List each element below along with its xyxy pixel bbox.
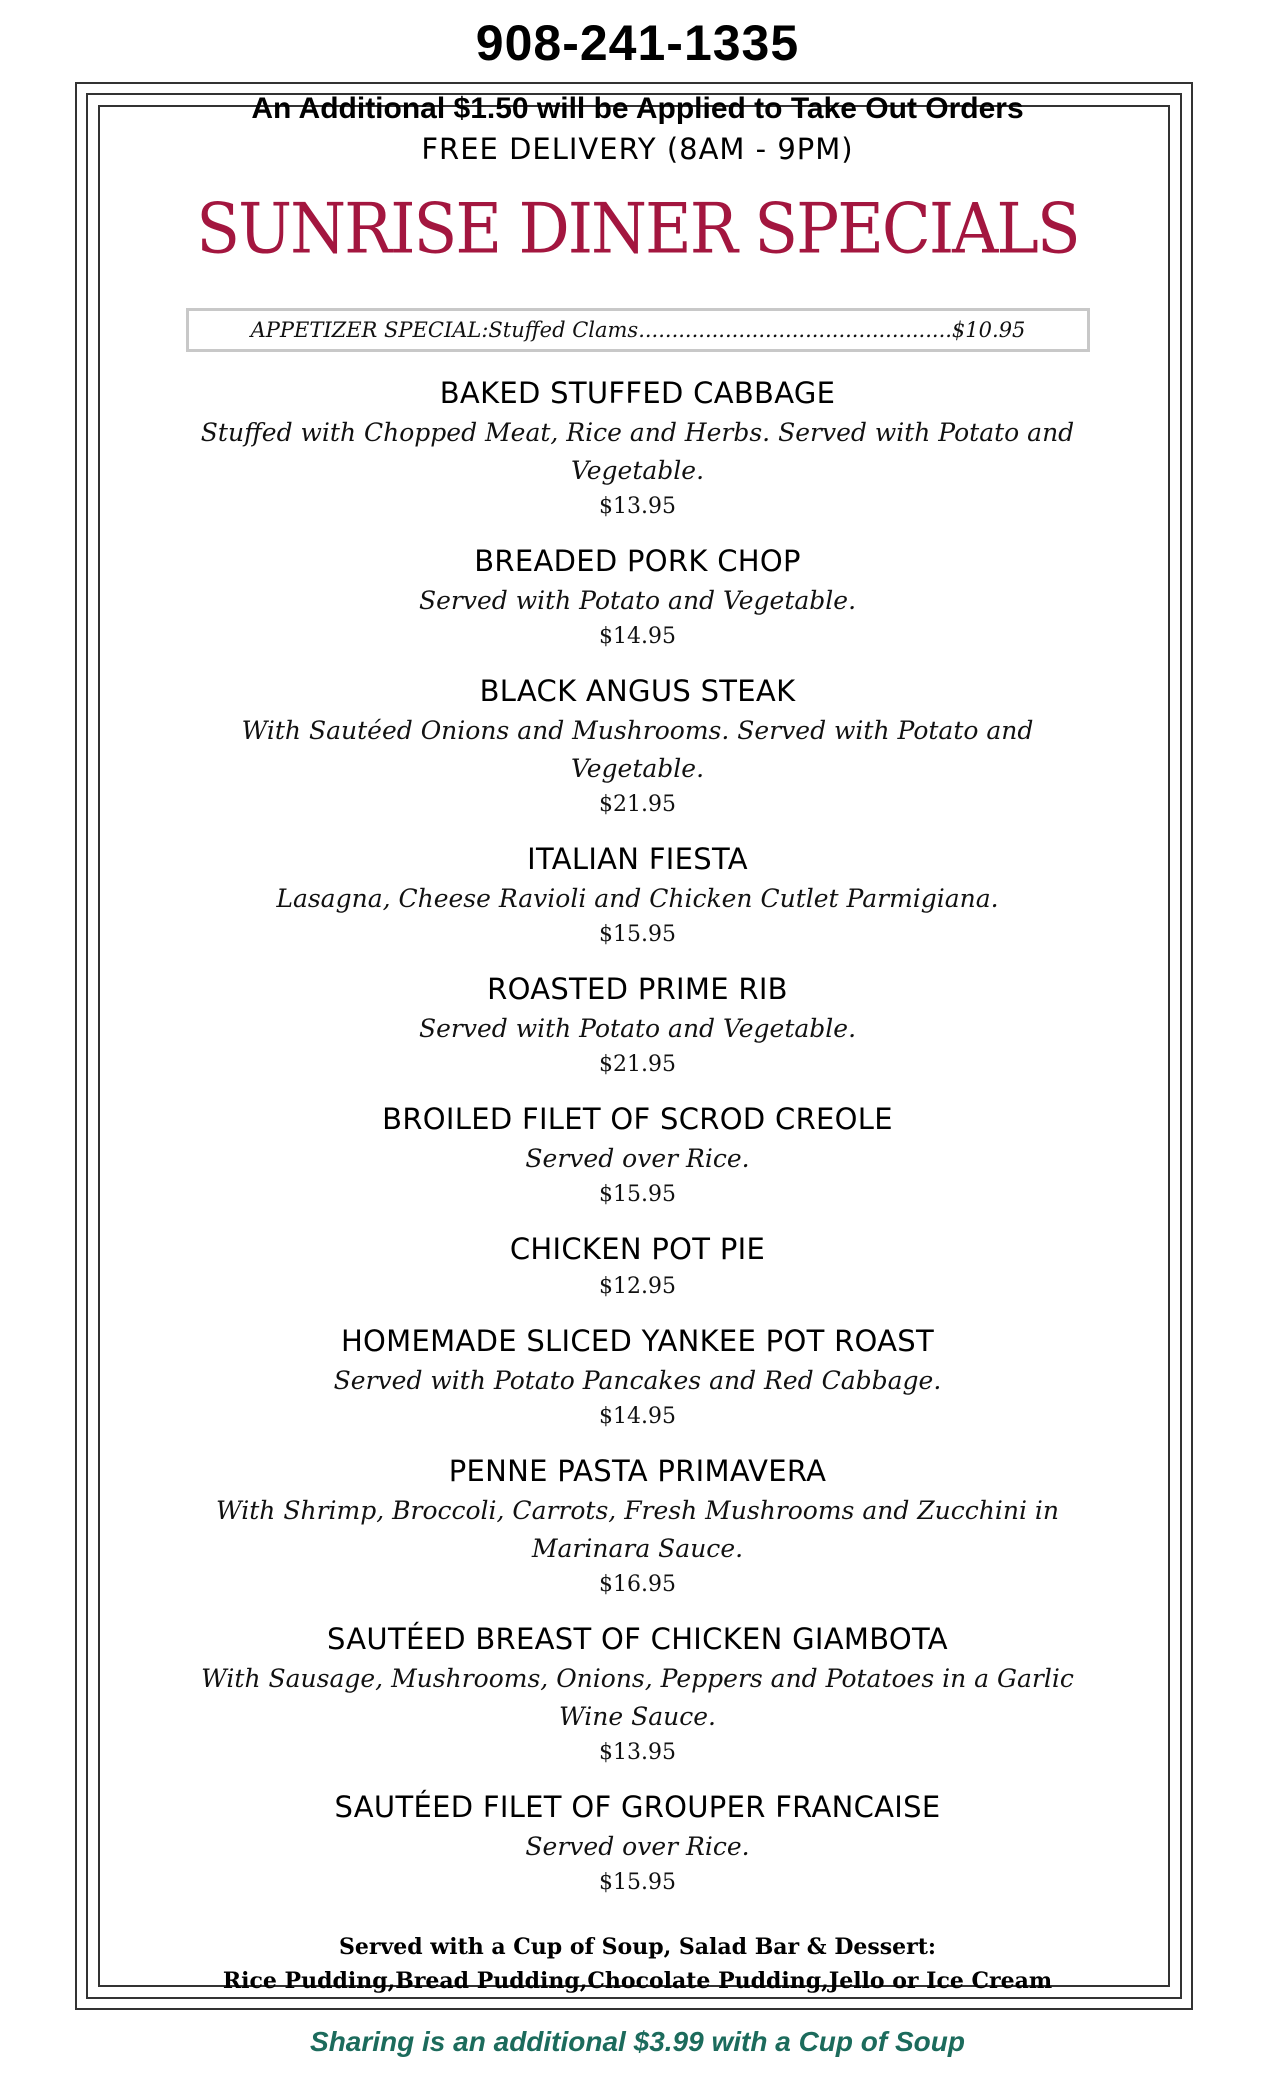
menu-item	[120, 968, 1155, 1082]
item-description: With Sautéed Onions and Mushrooms. Served with Potato and Vegetable.	[241, 716, 1034, 783]
item-price: $15.95	[599, 1870, 676, 1895]
specials-list	[120, 372, 1155, 1916]
phone-number: 908-241-1335	[475, 15, 800, 71]
item-price: $14.95	[599, 624, 676, 649]
item-description: Served over Rice.	[525, 1144, 750, 1173]
item-description: Served with Potato and Vegetable.	[418, 586, 857, 615]
menu-item	[120, 372, 1155, 524]
menu-item	[120, 1450, 1155, 1602]
item-name: BREADED PORK CHOP	[474, 544, 801, 578]
item-name: BLACK ANGUS STEAK	[479, 674, 796, 708]
menu-item	[120, 1098, 1155, 1212]
item-name: BAKED STUFFED CABBAGE	[439, 376, 836, 410]
included-with-meal-note	[0, 1930, 1275, 1998]
item-name: SAUTÉED BREAST OF CHICKEN GIAMBOTA	[327, 1622, 948, 1656]
item-description: Stuffed with Chopped Meat, Rice and Herbs. Served with Potato and Vegetable.	[200, 418, 1075, 485]
item-description: Lasagna, Cheese Ravioli and Chicken Cutlet Parmigiana.	[276, 884, 999, 913]
item-name: PENNE PASTA PRIMAVERA	[448, 1454, 827, 1488]
item-price: $15.95	[599, 922, 676, 947]
item-description: With Shrimp, Broccoli, Carrots, Fresh Mushrooms and Zucchini in Marinara Sauce.	[216, 1496, 1059, 1563]
item-price: $14.95	[599, 1404, 676, 1429]
included-line-2: Rice Pudding,Bread Pudding,Chocolate Pudding,Jello or Ice Cream	[222, 1968, 1053, 1994]
delivery-notice: FREE DELIVERY (8AM - 9PM)	[421, 132, 854, 166]
item-price: $12.95	[599, 1274, 676, 1299]
sharing-notice: Sharing is an additional $3.99 with a Cup of Soup	[310, 2026, 965, 2057]
item-price: $16.95	[599, 1572, 676, 1597]
item-price: $13.95	[599, 494, 676, 519]
item-name: SAUTÉED FILET OF GROUPER FRANCAISE	[334, 1790, 941, 1824]
item-name: ROASTED PRIME RIB	[487, 972, 788, 1006]
item-price: $21.95	[599, 792, 676, 817]
item-name: HOMEMADE SLICED YANKEE POT ROAST	[340, 1324, 935, 1358]
item-name: CHICKEN POT PIE	[509, 1232, 766, 1266]
item-price: $21.95	[599, 1052, 676, 1077]
item-price: $13.95	[599, 1740, 676, 1765]
menu-title: SUNRISE DINER SPECIALS	[196, 190, 1079, 270]
item-name: ITALIAN FIESTA	[527, 842, 748, 876]
takeout-notice: An Additional $1.50 will be Applied to Take Out Orders	[251, 92, 1024, 125]
item-price: $15.95	[599, 1182, 676, 1207]
menu-item	[120, 1618, 1155, 1770]
item-description: Served with Potato and Vegetable.	[418, 1014, 857, 1043]
item-description: Served with Potato Pancakes and Red Cabbage.	[333, 1366, 942, 1395]
item-description: With Sausage, Mushrooms, Onions, Peppers and Potatoes in a Garlic Wine Sauce.	[201, 1664, 1074, 1731]
menu-item	[120, 670, 1155, 822]
menu-item	[120, 1320, 1155, 1434]
item-name: BROILED FILET OF SCROD CREOLE	[382, 1102, 893, 1136]
menu-item	[120, 838, 1155, 952]
appetizer-special: APPETIZER SPECIAL:Stuffed Clams...............................................$10.95	[186, 308, 1090, 352]
menu-item	[120, 1228, 1155, 1304]
menu-item	[120, 540, 1155, 654]
menu-item	[120, 1786, 1155, 1900]
included-line-1: Served with a Cup of Soup, Salad Bar & Dessert:	[338, 1934, 937, 1960]
item-description: Served over Rice.	[525, 1832, 750, 1861]
